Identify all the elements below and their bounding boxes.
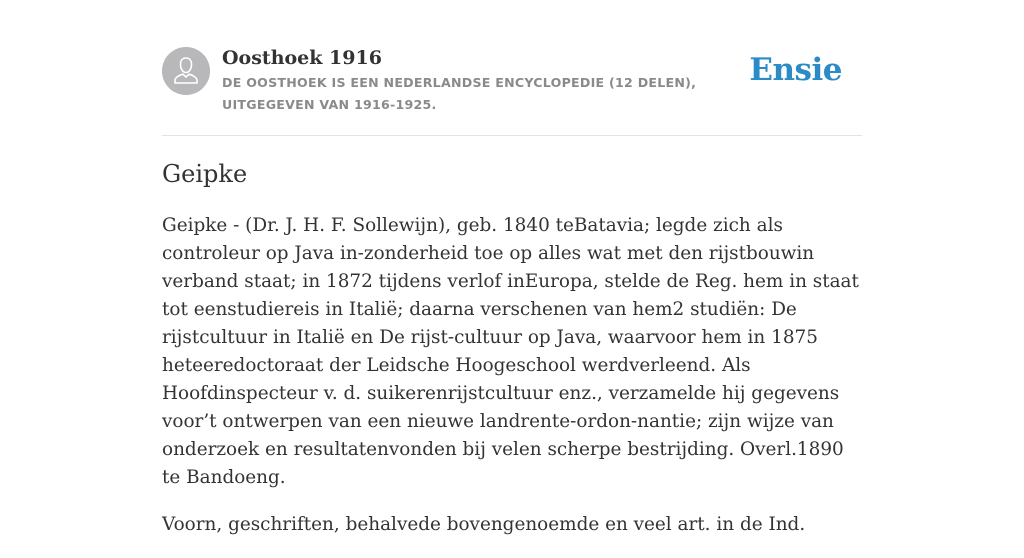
source-header [162,0,862,136]
ensie-logo-link[interactable]: Ensie [749,52,842,88]
source-description: DE OOSTHOEK IS EEN NEDERLANDSE ENCYCLOPEDIE (12 DELEN), UITGEGEVEN VAN 1916-1925. [222,75,697,112]
source-title[interactable]: Oosthoek 1916 [222,47,382,69]
page-container [162,0,862,535]
article-paragraph: Geipke - (Dr. J. H. F. Sollewijn), geb. 1840 teBatavia; legde zich als controleur op Java in-zonderheid toe op alles wat met den rijstbouwin verband staat; in 1872 tijdens verlof inEuropa, stelde de Reg. hem in staat tot eenstudiereis in Italië; daarna verschenen van hem2 studiën: De rijstcultuur in Italië en De rijst-cultuur op Java, waarvoor hem in 1875 heteeredoctoraat der Leidsche Hoogeschool werdverleend. Als Hoofdinspecteur v. d. suikerenrijstcultuur enz., verzamelde hij gegevens voor’t ontwerpen van een nieuwe landrente-ordon-nantie; zijn wijze van onderzoek en resultatenvonden bij velen scherpe bestrijding. Overl.1890 te Bandoeng. [162,215,859,488]
user-avatar-icon[interactable] [162,47,210,95]
article-body [162,212,862,558]
article-title: Geipke [162,160,248,188]
article-paragraph: Voorn, geschriften, behalvede bovengenoemde en veel art. in de Ind. [162,514,806,535]
